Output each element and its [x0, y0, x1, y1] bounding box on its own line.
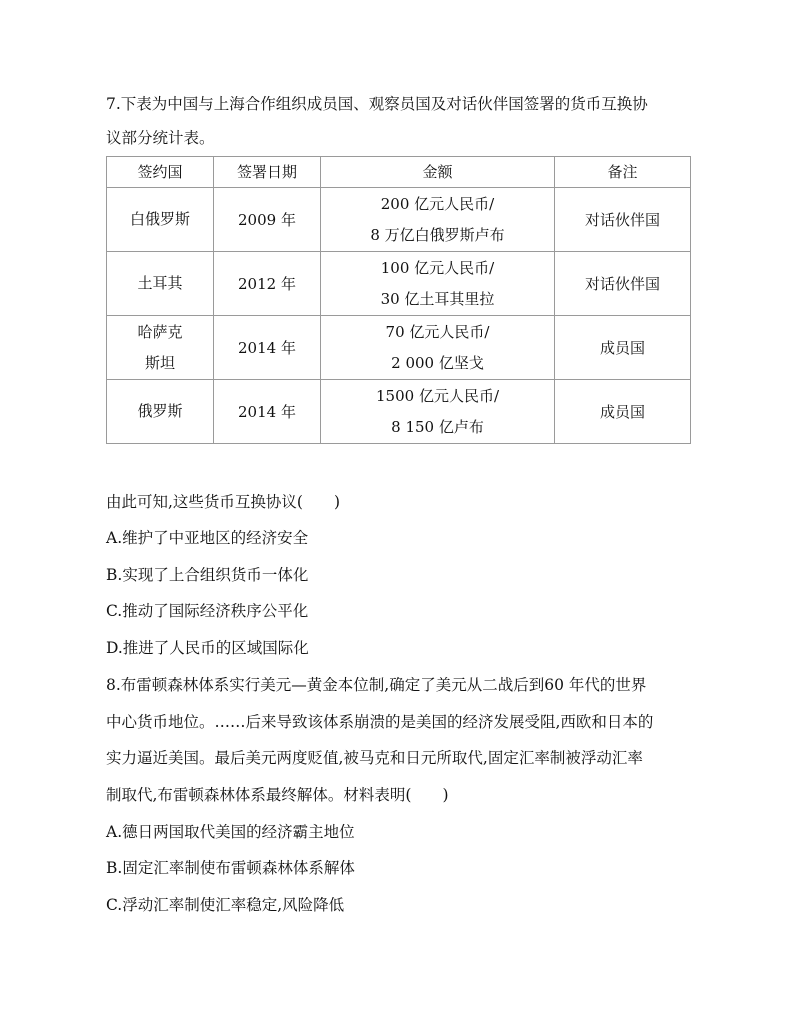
- cell-date: 2014 年: [214, 380, 321, 444]
- q7-stem-line-2: 议部分统计表。: [106, 129, 215, 147]
- amount-line-2: 8 万亿白俄罗斯卢布: [370, 225, 505, 244]
- q7-option-a: A.维护了中亚地区的经济安全: [106, 529, 309, 547]
- table-row: [107, 188, 691, 252]
- q8-stem-line-3: 实力逼近美国。最后美元两度贬值,被马克和日元所取代,固定汇率制被浮动汇率: [106, 749, 643, 767]
- currency-swap-table: [106, 156, 691, 444]
- q8-stem-line-4: 制取代,布雷顿森林体系最终解体。材料表明( ): [106, 786, 449, 804]
- q7-option-c: C.推动了国际经济秩序公平化: [106, 602, 309, 620]
- table-header-row: [107, 157, 691, 188]
- table-row: [107, 380, 691, 444]
- cell-note: 对话伙伴国: [555, 188, 691, 252]
- header-amount: 金额: [321, 157, 555, 188]
- cell-date: 2009 年: [214, 188, 321, 252]
- q7-stem-line-1: 7.下表为中国与上海合作组织成员国、观察员国及对话伙伴国签署的货币互换协: [106, 95, 648, 113]
- amount-line-1: 200 亿元人民币/: [380, 194, 495, 213]
- cell-amount: [321, 380, 555, 444]
- country-text: 白俄罗斯: [129, 210, 190, 228]
- amount-line-2: 30 亿土耳其里拉: [380, 289, 495, 308]
- country-text: 土耳其: [137, 274, 183, 292]
- cell-country: [107, 252, 214, 316]
- country-text-line-2: 斯坦: [144, 353, 175, 372]
- country-text: 俄罗斯: [137, 402, 183, 420]
- cell-note: 成员国: [555, 380, 691, 444]
- amount-line-1: 100 亿元人民币/: [380, 258, 495, 277]
- amount-line-2: 2 000 亿坚戈: [391, 353, 484, 372]
- cell-country: [107, 188, 214, 252]
- q8-option-b: B.固定汇率制使布雷顿森林体系解体: [106, 859, 355, 877]
- cell-country: [107, 316, 214, 380]
- q7-option-b: B.实现了上合组织货币一体化: [106, 566, 309, 584]
- header-date: 签署日期: [214, 157, 321, 188]
- cell-date: 2012 年: [214, 252, 321, 316]
- header-note: 备注: [555, 157, 691, 188]
- country-text-line-1: 哈萨克: [137, 322, 183, 341]
- q7-question: 由此可知,这些货币互换协议( ): [106, 493, 341, 511]
- table-row: [107, 316, 691, 380]
- amount-line-1: 70 亿元人民币/: [385, 322, 490, 341]
- cell-date: 2014 年: [214, 316, 321, 380]
- amount-line-2: 8 150 亿卢布: [391, 417, 484, 436]
- q8-option-a: A.德日两国取代美国的经济霸主地位: [106, 823, 355, 841]
- amount-line-1: 1500 亿元人民币/: [376, 386, 499, 405]
- q8-option-c: C.浮动汇率制使汇率稳定,风险降低: [106, 896, 345, 914]
- cell-amount: [321, 316, 555, 380]
- cell-note: 对话伙伴国: [555, 252, 691, 316]
- cell-note: 成员国: [555, 316, 691, 380]
- q7-option-d: D.推进了人民币的区域国际化: [106, 639, 309, 657]
- q8-stem-line-1: 8.布雷顿森林体系实行美元—黄金本位制,确定了美元从二战后到60 年代的世界: [106, 676, 647, 694]
- cell-country: [107, 380, 214, 444]
- q8-stem-line-2: 中心货币地位。……后来导致该体系崩溃的是美国的经济发展受阻,西欧和日本的: [106, 713, 654, 731]
- cell-amount: [321, 252, 555, 316]
- header-country: 签约国: [107, 157, 214, 188]
- table-row: [107, 252, 691, 316]
- cell-amount: [321, 188, 555, 252]
